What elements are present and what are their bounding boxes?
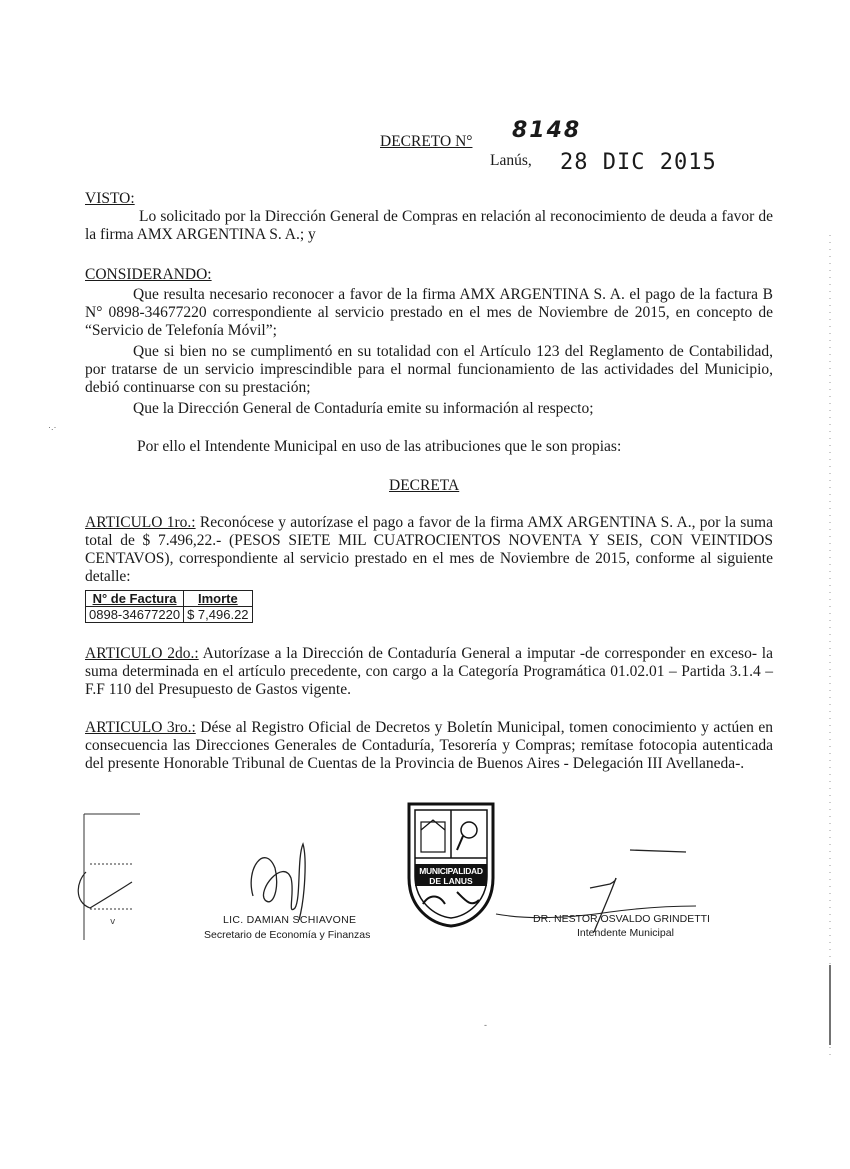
margin-initials-mark	[70, 812, 160, 942]
article-1-label: ARTICULO 1ro.:	[85, 514, 196, 531]
amount-cell: $ 7,496.22	[184, 607, 252, 623]
left-signatory-title: Secretario de Economía y Finanzas	[204, 929, 371, 941]
right-signature-scribble	[490, 840, 700, 940]
scan-speck-bottom: -	[484, 1020, 487, 1030]
invoice-table-header-row	[86, 591, 253, 607]
considerando-paragraph-4: Por ello el Intendente Municipal en uso de las atribuciones que le son propias:	[137, 438, 622, 455]
right-signatory-title: Intendente Municipal	[577, 927, 674, 939]
article-1	[85, 514, 773, 586]
seal-text-line-1: MUNICIPALIDAD	[419, 866, 483, 876]
amount-header: Imorte	[184, 591, 252, 607]
right-signatory-name: DR. NESTOR OSVALDO GRINDETTI	[533, 913, 710, 925]
svg-text:v: v	[110, 917, 116, 927]
scan-edge-artifact	[826, 235, 834, 1055]
article-3-text: Dése al Registro Oficial de Decretos y Boletín Municipal, tomen conocimiento y actúen en consecuencia las Direcciones Generales de Contaduría, Tesorería y Compras; remítase fotocopia autenticada del presente Honorable Tribunal de Cuentas de la Provincia de Buenos Aires - Delegación III Avellaneda-.	[85, 719, 773, 772]
decree-number-stamp: 8148	[512, 118, 582, 143]
seal-text-line-2: DE LANUS	[429, 876, 473, 886]
considerando-heading: CONSIDERANDO:	[85, 266, 212, 283]
article-2-label: ARTICULO 2do.:	[85, 645, 199, 662]
date-stamp: 28 DIC 2015	[560, 150, 717, 175]
decree-label: DECRETO N°	[380, 133, 473, 150]
visto-text: Lo solicitado por la Dirección General de Compras en relación al reconocimiento de deuda a favor de la firma AMX ARGENTINA S. A.; y	[85, 208, 773, 243]
article-2-text: Autorízase a la Dirección de Contaduría General a imputar -de corresponder en exceso- la suma determinada en el artículo precedente, con cargo a la Categoría Programática 01.02.01 – Partida 3.1.4 – F.F 110 del Presupuesto de Gastos vigente.	[85, 645, 773, 698]
city-label: Lanús,	[490, 152, 532, 169]
municipal-seal	[405, 800, 497, 930]
table-row	[86, 607, 253, 623]
considerando-paragraph-3: Que la Dirección General de Contaduría emite su información al respecto;	[133, 400, 594, 417]
invoice-number-cell: 0898-34677220	[86, 607, 184, 623]
visto-heading: VISTO:	[85, 190, 135, 207]
article-1-text: Reconócese y autorízase el pago a favor de la firma AMX ARGENTINA S. A., por la suma total de $ 7.496,22.- (PESOS SIETE MIL CUATROCIENTOS NOVENTA Y SEIS, CON VEINTIDOS CENTAVOS), correspondiente al servicio prestado en el mes de Noviembre de 2015, conforme al siguiente detalle:	[85, 514, 773, 585]
invoice-number-header: N° de Factura	[86, 591, 184, 607]
article-2	[85, 645, 773, 699]
left-signatory-name: LIC. DAMIAN SCHIAVONE	[223, 914, 357, 926]
considerando-paragraph-2: Que si bien no se cumplimentó en su totalidad con el Artículo 123 del Reglamento de Contabilidad, por tratarse de un servicio imprescindible para el normal funcionamiento de las actividades del Municipio, debió continuarse con su prestación;	[85, 343, 773, 396]
article-3	[85, 719, 773, 773]
considerando-paragraph-1: Que resulta necesario reconocer a favor de la firma AMX ARGENTINA S. A. el pago de la factura B N° 0898-34677220 correspondiente al servicio prestado en el mes de Noviembre de 2015, en concepto de “Servicio de Telefonía Móvil”;	[85, 286, 773, 339]
scan-speck: ·.·	[48, 422, 57, 432]
article-3-label: ARTICULO 3ro.:	[85, 719, 196, 736]
invoice-table	[85, 590, 253, 623]
decreta-heading: DECRETA	[389, 477, 460, 494]
